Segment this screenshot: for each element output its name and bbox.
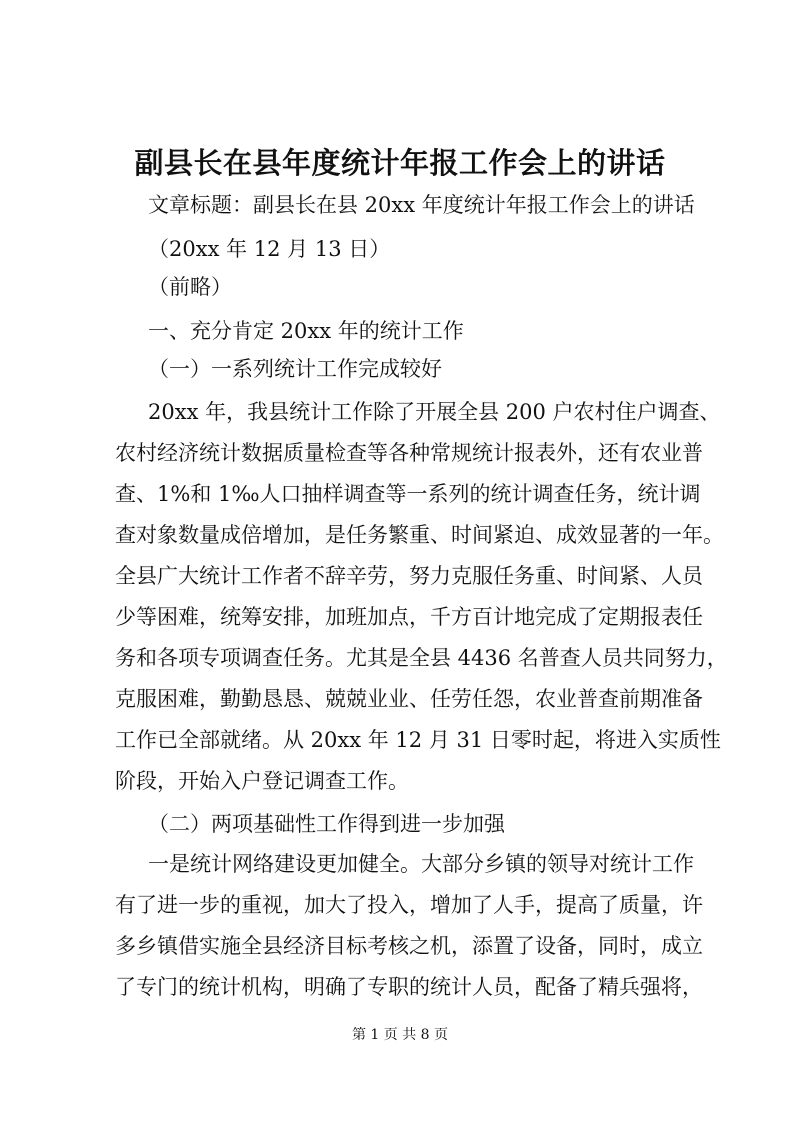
date-line: （20xx 年 12 月 13 日）	[148, 237, 391, 261]
paragraph-line: 农村经济统计数据质量检查等各种常规统计报表外，还有农业普	[115, 441, 703, 465]
paragraph-line: 工作已全部就绪。从 20xx 年 12 月 31 日零时起，将进入实质性	[115, 728, 721, 752]
paragraph-line: 20xx 年，我县统计工作除了开展全县 200 户农村住户调查、	[148, 400, 721, 424]
omitted-note: （前略）	[148, 275, 232, 299]
article-title-line: 文章标题：副县长在县 20xx 年度统计年报工作会上的讲话	[148, 193, 695, 217]
section-heading-1: 一、充分肯定 20xx 年的统计工作	[148, 319, 464, 343]
paragraph-line: 一是统计网络建设更加健全。大部分乡镇的领导对统计工作	[148, 852, 694, 876]
document-title: 副县长在县年度统计年报工作会上的讲话	[134, 146, 666, 180]
paragraph-line: 多乡镇借实施全县经济目标考核之机，添置了设备，同时，成立	[115, 934, 703, 958]
paragraph-line: 有了进一步的重视，加大了投入，增加了人手，提高了质量，许	[115, 893, 703, 917]
page-footer: 第 1 页 共 8 页	[351, 1027, 449, 1043]
paragraph-line: 少等困难，统筹安排，加班加点，千方百计地完成了定期报表任	[115, 605, 703, 629]
subsection-heading-2: （二）两项基础性工作得到进一步加强	[148, 812, 505, 836]
paragraph-line: 了专门的统计机构，明确了专职的统计人员，配备了精兵强将，	[115, 975, 703, 999]
paragraph-line: 查对象数量成倍增加，是任务繁重、时间紧迫、成效显著的一年。	[115, 523, 724, 547]
paragraph-line: 克服困难，勤勤恳恳、兢兢业业、任劳任怨，农业普查前期准备	[115, 687, 703, 711]
paragraph-line: 阶段，开始入户登记调查工作。	[115, 769, 409, 793]
paragraph-line: 全县广大统计工作者不辞辛劳，努力克服任务重、时间紧、人员	[115, 564, 703, 588]
paragraph-line: 查、1%和 1‰人口抽样调查等一系列的统计调查任务，统计调	[115, 482, 701, 506]
paragraph-line: 务和各项专项调查任务。尤其是全县 4436 名普查人员共同努力，	[115, 646, 728, 670]
subsection-heading-1: （一）一系列统计工作完成较好	[148, 357, 442, 381]
